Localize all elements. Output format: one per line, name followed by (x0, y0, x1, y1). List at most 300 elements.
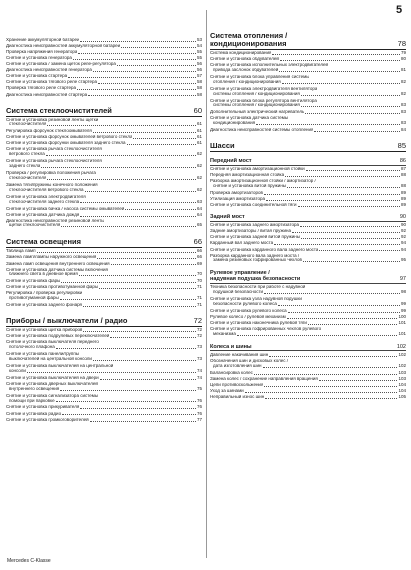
dot-leader (282, 83, 400, 84)
entry-page-number: 102 (398, 362, 406, 368)
entry-line (6, 223, 202, 228)
toc-entry[interactable] (6, 147, 202, 157)
entry-page-number: 55 (196, 55, 202, 61)
entry-title: Снятие и установка обдувателей (210, 57, 279, 62)
entry-line (210, 103, 406, 108)
entry-title: Задние амортизаторы / витая пружина (210, 229, 291, 234)
entry-title: Замена тяги/пружины конечного положения (6, 182, 98, 187)
entry-title: Уход за шинами (210, 388, 244, 393)
toc-entry[interactable] (6, 86, 202, 91)
heading-page-number: 85 (397, 141, 406, 151)
entry-title: Снятие и установка тягового реле стартера (6, 80, 98, 85)
entry-page-number: 94 (400, 240, 406, 246)
entry-title: выключателей на центральной консоли (9, 357, 92, 362)
toc-entry[interactable] (210, 75, 406, 85)
entry-title: Рулевое колесо / рулевой механизм (210, 315, 286, 320)
heading-title: Колеса и шины (210, 343, 252, 350)
toc-entry[interactable] (6, 261, 202, 266)
toc-entry[interactable] (6, 328, 202, 333)
entry-title: Снятие и установка рычага стеклоочистителя (6, 147, 102, 152)
entry-page-number: 69 (196, 260, 202, 266)
heading-page-number: 60 (193, 105, 202, 115)
toc-entry[interactable] (6, 44, 202, 49)
entry-page-number: 71 (196, 284, 202, 290)
toc-entry[interactable] (210, 389, 406, 394)
toc-entry[interactable] (210, 173, 406, 178)
entry-line (6, 345, 202, 350)
entry-title: Снятие и установка заднего амортизатора (210, 223, 299, 228)
entry-page-number: 100 (398, 314, 406, 320)
entry-title: Снятие и установка прикуривателя (6, 405, 80, 410)
dot-leader (73, 59, 196, 60)
section-heading (6, 238, 202, 248)
heading-page-number: 66 (193, 237, 202, 247)
entry-title: Снятие и установка панели/группы (6, 352, 80, 357)
dot-leader (47, 179, 196, 180)
entry-page-number: 101 (398, 320, 406, 326)
toc-entry[interactable] (210, 167, 406, 172)
heading-page-number: 78 (397, 39, 406, 48)
toc-entry[interactable] (210, 191, 406, 196)
dot-leader (272, 54, 400, 55)
entry-page-number: 70 (196, 278, 202, 284)
entry-title: снятие и установка витой пружины (213, 184, 287, 189)
toc-entry[interactable] (210, 353, 406, 358)
toc-entry[interactable] (6, 411, 202, 416)
toc-entry[interactable] (210, 247, 406, 252)
toc-entry[interactable] (6, 376, 202, 381)
subsection-heading (210, 158, 406, 166)
entry-line (210, 121, 406, 126)
toc-entry[interactable] (6, 219, 202, 229)
heading-title: Шасси (210, 141, 235, 151)
entry-title: ближнего света в дневное время (9, 272, 78, 277)
toc-entry[interactable] (210, 51, 406, 56)
entry-page-number: 74 (196, 367, 202, 373)
entry-line (6, 188, 202, 193)
toc-entry[interactable] (210, 297, 406, 307)
entry-title: Балансировка колес (210, 370, 253, 375)
dot-leader (100, 379, 196, 380)
entry-line (6, 296, 202, 301)
entry-line (210, 364, 406, 369)
dot-leader (46, 155, 196, 156)
dot-leader (305, 113, 400, 114)
toc-entry[interactable] (210, 383, 406, 388)
toc-entry[interactable] (210, 315, 406, 320)
heading-title (210, 32, 398, 48)
heading-line: надувная подушка безопасности (210, 276, 301, 283)
entry-page-number: 82 (400, 90, 406, 96)
toc-entry[interactable] (6, 303, 202, 308)
entry-title: заднего стекла (9, 164, 41, 169)
entry-title: Снятие и установка выключателя переднего (6, 340, 99, 345)
entry-line (6, 272, 202, 277)
dot-leader (60, 390, 196, 391)
dot-leader (266, 200, 400, 201)
toc-entry[interactable] (210, 229, 406, 234)
entry-page-number: 64 (196, 205, 202, 211)
entry-page-number: 88 (400, 183, 406, 189)
entry-title: Снятие и установка датчика системы (210, 116, 289, 121)
heading-page-number: 72 (193, 316, 202, 326)
entry-line (6, 164, 202, 169)
dot-leader (80, 202, 196, 203)
toc-entry[interactable] (6, 340, 202, 350)
toc-entry[interactable] (6, 56, 202, 61)
entry-page-number: 76 (196, 397, 202, 403)
toc-entry[interactable] (210, 57, 406, 62)
entry-title: щетки стеклоочистителя (9, 223, 61, 228)
entry-page-number: 80 (400, 56, 406, 62)
entry-page-number: 58 (196, 91, 202, 97)
entry-page-number: 61 (196, 128, 202, 134)
toc-entry[interactable] (6, 171, 202, 181)
entry-title: Обозначения шин и дисковых колес / (210, 358, 288, 363)
toc-entry[interactable] (210, 99, 406, 109)
section-heading (6, 107, 202, 117)
entry-title: Снятие и установка громкоговорителей (6, 417, 89, 422)
toc-entry[interactable] (210, 235, 406, 240)
entry-page-number: 101 (398, 330, 406, 336)
entry-title: Диагностика неисправностей аккумуляторной батареи (6, 44, 121, 49)
heading-title: Задний мост (210, 214, 245, 221)
dot-leader (80, 41, 196, 42)
entry-page-number: 65 (196, 222, 202, 228)
entry-page-number: 87 (400, 166, 406, 172)
entry-line (6, 369, 202, 374)
entry-page-number: 61 (196, 121, 202, 127)
dot-leader (301, 106, 400, 107)
entry-title: Снятие и установка датчика дождя (6, 212, 80, 217)
entry-page-number: 62 (196, 163, 202, 169)
entry-page-number: 90 (400, 222, 406, 228)
entry-title: Давление накачивания шин (210, 352, 269, 357)
dot-leader (68, 77, 196, 78)
toc-entry[interactable] (210, 116, 406, 126)
entry-line (210, 68, 406, 73)
dot-leader (301, 238, 400, 239)
entry-page-number: 103 (398, 369, 406, 375)
toc-entry[interactable] (6, 249, 202, 254)
entry-title: механизма (213, 331, 236, 336)
dot-leader (237, 335, 398, 336)
dot-leader (47, 125, 196, 126)
dot-leader (319, 380, 398, 381)
toc-entry[interactable] (210, 128, 406, 133)
toc-entry[interactable] (6, 285, 202, 290)
toc-entry[interactable] (210, 197, 406, 202)
dot-leader (27, 372, 196, 373)
entry-title: подушкой безопасности (213, 290, 264, 295)
entry-title: Снятие и установка амортизационной стойки (210, 167, 305, 172)
dot-leader (127, 144, 196, 145)
toc-entry[interactable] (210, 371, 406, 376)
section-heading (6, 317, 202, 327)
toc-entry[interactable] (6, 74, 202, 79)
toc-entry[interactable] (6, 129, 202, 134)
entry-line (210, 258, 406, 263)
entry-page-number: 76 (196, 404, 202, 410)
toc-entry[interactable] (210, 110, 406, 115)
heading-page-number: 102 (396, 343, 406, 350)
dot-leader (125, 209, 196, 210)
entry-title: Техника безопасности при работе с надувной (210, 285, 306, 290)
entry-page-number: 95 (400, 257, 406, 263)
entry-page-number: 73 (196, 344, 202, 350)
subsection-heading (210, 214, 406, 222)
entry-page-number: 72 (196, 333, 202, 339)
entry-title: стеклоочистителя (9, 122, 47, 127)
dot-leader (274, 244, 400, 245)
entry-title: системы отопления / кондиционирования (213, 103, 300, 108)
toc-entry[interactable] (6, 394, 202, 404)
toc-entry[interactable] (6, 364, 202, 374)
entry-title: Снятие и установка заднего фонаря (6, 303, 82, 308)
entry-page-number: 62 (196, 174, 202, 180)
entry-page-number: 61 (196, 134, 202, 140)
column-divider (206, 10, 207, 558)
dot-leader (99, 288, 196, 289)
entry-line (6, 152, 202, 157)
dot-leader (85, 191, 196, 192)
entry-page-number: 102 (398, 351, 406, 357)
entry-title: Система кондиционирования (210, 51, 272, 56)
toc-entry[interactable] (6, 68, 202, 73)
toc-entry[interactable] (210, 395, 406, 400)
entry-title: Снятие и установка выключателей на двери (6, 375, 99, 380)
toc-entry[interactable] (6, 141, 202, 146)
entry-title: стеклоочистителя (9, 175, 47, 180)
entry-title: Снятие и установка сигнализатора системы (6, 393, 99, 398)
entry-title: Снятие и установка блока регулятора вентилятора (210, 98, 317, 103)
toc-entry[interactable] (210, 377, 406, 382)
dot-leader (83, 306, 196, 307)
entry-page-number: 94 (400, 246, 406, 252)
entry-title: консоли (9, 368, 26, 373)
entry-title: Карданный вал заднего моста (210, 241, 274, 246)
toc-entry[interactable] (6, 213, 202, 218)
dot-leader (110, 337, 196, 338)
entry-line (6, 399, 202, 404)
entry-line (6, 176, 202, 181)
dot-leader (278, 305, 400, 306)
dot-leader (288, 312, 400, 313)
toc-entry[interactable] (210, 327, 406, 337)
entry-page-number: 62 (196, 186, 202, 192)
toc-entry[interactable] (6, 159, 202, 169)
entry-title: потолочного плафона (9, 345, 55, 350)
entry-page-number: 73 (196, 356, 202, 362)
heading-page-number: 86 (399, 158, 406, 165)
dot-leader (287, 187, 400, 188)
entry-title: Снятие и установка фары (6, 279, 61, 284)
dot-leader (121, 47, 196, 48)
dot-leader (314, 131, 400, 132)
entry-title: Снятие и установка форсунки омывателя заднего стекла (6, 141, 126, 146)
toc-entry[interactable] (6, 92, 202, 97)
heading-page-number: 90 (399, 214, 406, 221)
toc-entry[interactable] (6, 62, 202, 67)
entry-title: Замена колес / сохранение направления вращения (210, 376, 318, 381)
dot-leader (93, 360, 196, 361)
entry-title: Снятие и установка датчика системы включения (6, 267, 108, 272)
entry-page-number: 99 (400, 301, 406, 306)
entry-title: Диагностика неисправностей системы отопления (210, 128, 314, 133)
toc-entry[interactable] (6, 195, 202, 205)
toc-entry[interactable] (210, 285, 406, 295)
toc-entry[interactable] (6, 135, 202, 140)
entry-page-number: 61 (196, 140, 202, 146)
toc-entry[interactable] (210, 63, 406, 73)
dot-leader (265, 398, 397, 399)
entry-title: Снятие и установка блока управления системы (210, 74, 310, 79)
entry-title: замена резиновых гофрированных чехлов (213, 258, 302, 263)
toc-entry[interactable] (210, 87, 406, 97)
entry-page-number: 89 (400, 190, 406, 196)
dot-leader (285, 176, 400, 177)
entry-line (210, 290, 406, 295)
entry-page-number: 64 (196, 211, 202, 217)
toc-entry[interactable] (210, 241, 406, 246)
entry-title: Диагностика неисправностей стартера (6, 92, 88, 97)
dot-leader (287, 318, 398, 319)
entry-title: Снятие и установка рулевого колеса (210, 308, 287, 313)
entry-page-number: 83 (400, 120, 406, 126)
entry-title: привода заслонок обдувателей (213, 68, 279, 72)
toc-entry[interactable] (6, 255, 202, 260)
dot-leader (269, 356, 397, 357)
entry-title: Снятие и установка наконечника рулевой тяги (210, 321, 307, 326)
entry-page-number: 66 (196, 248, 202, 254)
entry-title: стеклоочистителя ветрового стекла (9, 187, 84, 192)
dot-leader (88, 95, 196, 96)
entry-page-number: 105 (398, 393, 406, 399)
entry-title: Проверка напряжения генератора (6, 50, 78, 55)
dot-leader (306, 170, 400, 171)
entry-title: Передняя амортизационная стойка (210, 173, 285, 178)
entry-title: Снятие и установка стартера (6, 74, 68, 79)
entry-title: Снятие и установка подрулевых переключателей (6, 334, 110, 339)
entry-title: Диагностика неисправностей генератора (6, 68, 92, 73)
toc-entry[interactable] (6, 183, 202, 193)
toc-entry[interactable] (210, 179, 406, 189)
entry-title: Снятие и установка узла надувной подушки (210, 297, 302, 302)
toc-entry[interactable] (6, 50, 202, 55)
dot-leader (60, 299, 196, 300)
dot-leader (117, 65, 196, 66)
section-heading (210, 32, 406, 50)
dot-leader (62, 414, 196, 415)
entry-title: Диагностика неисправностей резиновой ленты (6, 218, 105, 223)
toc-entry[interactable] (210, 321, 406, 326)
dot-leader (90, 421, 196, 422)
dot-leader (97, 258, 196, 259)
entry-page-number: 103 (398, 375, 406, 381)
entry-line (210, 332, 406, 337)
entry-title: противотуманной фары (9, 296, 59, 301)
entry-title: Снятие и установка электродвигателя (6, 194, 86, 199)
entry-page-number: 83 (400, 109, 406, 115)
heading-line: Рулевое управление / (210, 270, 270, 277)
entry-title: Неправильный износ шин (210, 394, 265, 399)
entry-title: Снятие и установка рычага стеклоочистителя (6, 159, 102, 164)
toc-entry[interactable] (6, 38, 202, 43)
entry-page-number: 88 (400, 172, 406, 178)
toc-entry[interactable] (210, 359, 406, 369)
entry-page-number: 74 (196, 374, 202, 380)
entry-page-number: 92 (400, 228, 406, 234)
dot-leader (263, 367, 398, 368)
entry-line (6, 387, 202, 392)
entry-title: Дополнительный электрический нагреватель (210, 110, 305, 115)
heading-title: Приборы / выключатели / радио (6, 316, 128, 326)
entry-title: Снятие и установка противотуманной фары (6, 285, 99, 290)
toc-entry[interactable] (210, 309, 406, 314)
toc-entry[interactable] (6, 418, 202, 423)
dot-leader (254, 374, 398, 375)
dot-leader (80, 216, 196, 217)
dot-leader (93, 71, 196, 72)
dot-leader (303, 261, 400, 262)
dot-leader (264, 386, 397, 387)
toc-entry[interactable] (6, 352, 202, 362)
dot-leader (41, 167, 196, 168)
entry-page-number: 71 (196, 302, 202, 308)
entry-page-number: 89 (400, 202, 406, 208)
dot-leader (83, 331, 196, 332)
toc-entry[interactable] (6, 206, 202, 211)
dot-leader (292, 232, 400, 233)
entry-title: кондиционирования (213, 121, 256, 126)
entry-line (6, 200, 202, 205)
entry-page-number: 83 (400, 102, 406, 108)
entry-title: стеклоочистителя заднего стекла (9, 199, 80, 204)
entry-title: Снятие и установка форсунок омывателей ветрового стекла (6, 135, 133, 140)
entry-page-number: 82 (400, 78, 406, 84)
toc-entry[interactable] (210, 223, 406, 228)
toc-entry[interactable] (210, 254, 406, 264)
heading-title: Система стеклоочистителей (6, 105, 112, 115)
entry-title: Цепи противоскольжения (210, 382, 264, 387)
entry-title: безопасности рулевого колеса (213, 302, 277, 306)
toc-entry[interactable] (6, 268, 202, 278)
toc-entry[interactable] (6, 334, 202, 339)
section-heading (210, 142, 406, 152)
heading-title (210, 270, 400, 282)
dot-leader (77, 89, 196, 90)
toc-entry[interactable] (210, 203, 406, 208)
entry-title: Замена ламп/лампы наружного освещения (6, 255, 97, 260)
toc-entry[interactable] (6, 279, 202, 284)
heading-line: кондиционирования (210, 39, 287, 48)
entry-page-number: 79 (400, 50, 406, 56)
toc-entry[interactable] (6, 405, 202, 410)
toc-entry[interactable] (6, 80, 202, 85)
entry-title: Регулировка / проверка регулировки (6, 291, 83, 296)
dot-leader (61, 226, 196, 227)
dot-leader (111, 264, 196, 265)
entry-line (6, 357, 202, 362)
toc-entry[interactable] (6, 291, 202, 301)
dot-leader (279, 71, 400, 72)
entry-page-number: 56 (196, 61, 202, 67)
toc-entry[interactable] (6, 382, 202, 392)
entry-page-number: 66 (196, 254, 202, 260)
entry-page-number: 98 (400, 289, 406, 295)
toc-entry[interactable] (6, 118, 202, 128)
heading-title: Передний мост (210, 158, 252, 165)
